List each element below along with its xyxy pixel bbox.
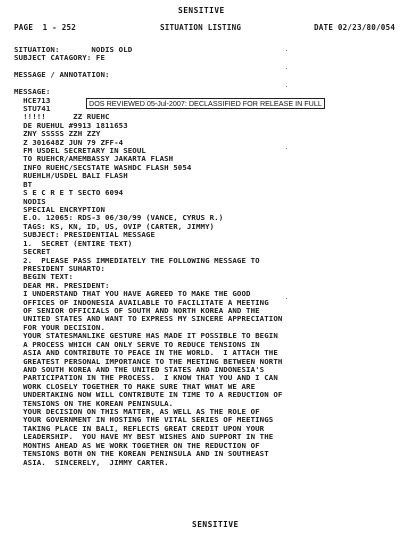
text-line: SECRET <box>14 247 51 257</box>
text-line: S E C R E T SECTO 6094 <box>14 188 124 198</box>
text-line: I UNDERSTAND THAT YOU HAVE AGREED TO MAKE THE GOOD <box>14 289 251 299</box>
text-line: MESSAGE / ANNOTATION: <box>14 70 110 80</box>
text-line: !!!!! ZZ RUEHC <box>14 112 110 122</box>
text-line: TENSIONS BOTH ON THE KOREAN PENINSULA AND IN SOUTHEAST <box>14 449 269 459</box>
text-line: SITUATION: NODIS OLD <box>14 45 133 54</box>
text-line: TENSIONS ON THE KOREAN PENINSULA. <box>14 398 174 408</box>
text-line: OFFICES OF INDONESIA AVAILABLE TO FACILITATE A MEETING <box>14 297 269 307</box>
page-number: PAGE 1 - 252 <box>14 23 77 32</box>
text-line: YOUR DECISION ON THIS MATTER, AS WELL AS THE ROLE OF <box>14 407 260 417</box>
text-line: LEADERSHIP. YOU HAVE MY BEST WISHES AND SUPPORT IN THE <box>14 432 274 442</box>
text-line: YOUR GOVERNMENT IN HOSTING THE VITAL SERIES OF MEETINGS <box>14 415 274 425</box>
text-line: UNITED STATES AND WANT TO EXPRESS MY SINCERE APPRECIATION <box>14 314 283 324</box>
scan-speck <box>286 86 287 87</box>
text-line: ASIA AND CONTRIBUTE TO PEACE IN THE WORLD. I ATTACH THE <box>14 348 278 358</box>
text-line: PRESIDENT SUHARTO: <box>14 263 105 273</box>
text-line: NODIS <box>14 196 46 206</box>
scan-speck <box>286 298 287 299</box>
text-line: Z 301648Z JUN 79 ZFF-4 <box>14 137 124 147</box>
scan-speck <box>286 50 287 51</box>
text-line: FM USDEL SECRETARY IN SEOUL <box>14 146 146 156</box>
text-line: AND SOUTH KOREA AND THE UNITED STATES AND INDONESIA'S <box>14 364 265 374</box>
text-line: YOUR STATESMANLIKE GESTURE HAS MADE IT POSSIBLE TO BEGIN <box>14 331 278 341</box>
listing-title: SITUATION LISTING <box>160 23 242 32</box>
text-line: HCE713 <box>14 95 51 105</box>
text-line: DE RUEHUL #9913 1811653 <box>14 120 128 130</box>
text-line: TAGS: KS, KN, ID, US, OVIP (CARTER, JIMMY) <box>14 221 215 231</box>
text-line: BT <box>14 179 33 189</box>
text-line: SUBJECT CATAGORY: FE <box>14 53 105 63</box>
text-line: OF SENIOR OFFICIALS OF SOUTH AND NORTH KOREA AND THE <box>14 306 260 316</box>
sensitivity-marking-bottom: SENSITIVE <box>192 520 239 529</box>
text-line: SPECIAL ENCRYPTION <box>14 204 105 214</box>
text-line: BEGIN TEXT: <box>14 272 74 282</box>
text-line: 1. SECRET (ENTIRE TEXT) <box>14 238 133 248</box>
text-line: ZNY SSSSS ZZH ZZY <box>14 129 101 139</box>
text-line: FOR YOUR DECISION. <box>14 322 105 332</box>
declassification-stamp: DOS REVIEWED 05-Jul-2007: DECLASSIFIED FOR RELEASE IN FULL <box>86 98 325 109</box>
text-line: ASIA. SINCERELY, JIMMY CARTER. <box>14 457 169 467</box>
sensitivity-marking-top: SENSITIVE <box>178 6 225 15</box>
text-line: E.O. 12065: RDS-3 06/30/99 (VANCE, CYRUS R.) <box>14 213 224 223</box>
text-line: TAKING PLACE IN BALI, REFLECTS GREAT CREDIT UPON YOUR <box>14 423 265 433</box>
text-line: UNDERTAKING NOW WILL CONTRIBUTE IN TIME TO A REDUCTION OF <box>14 390 283 400</box>
scan-speck <box>286 68 287 69</box>
text-line: RUEHLH/USDEL BALI FLASH <box>14 171 128 181</box>
text-line: A PROCESS WHICH CAN ONLY SERVE TO REDUCE TENSIONS IN <box>14 339 260 349</box>
text-line: 2. PLEASE PASS IMMEDIATELY THE FOLLOWING MESSAGE TO <box>14 255 260 265</box>
text-line: STU741 <box>14 103 51 113</box>
text-line: WORK CLOSELY TOGETHER TO MAKE SURE THAT WHAT WE ARE <box>14 381 256 391</box>
text-line: SUBJECT: PRESIDENTIAL MESSAGE <box>14 230 156 240</box>
text-line: GREATEST PERSONAL IMPORTANCE TO THE MEETING BETWEEN NORTH <box>14 356 283 366</box>
text-line: MESSAGE: <box>14 87 51 97</box>
text-line: TO RUEHCR/AMEMBASSY JAKARTA FLASH <box>14 154 174 164</box>
text-line: DEAR MR. PRESIDENT: <box>14 280 110 290</box>
listing-date: DATE 02/23/80/054 <box>314 23 396 32</box>
scan-speck <box>286 148 287 149</box>
text-line: MONTHS AHEAD AS WE WORK TOGETHER ON THE REDUCTION OF <box>14 440 260 450</box>
text-line: INFO RUEHC/SECSTATE WASHDC FLASH 5054 <box>14 162 192 172</box>
text-line: PARTICIPATION IN THE PROCESS. I KNOW THAT YOU AND I CAN <box>14 373 278 383</box>
